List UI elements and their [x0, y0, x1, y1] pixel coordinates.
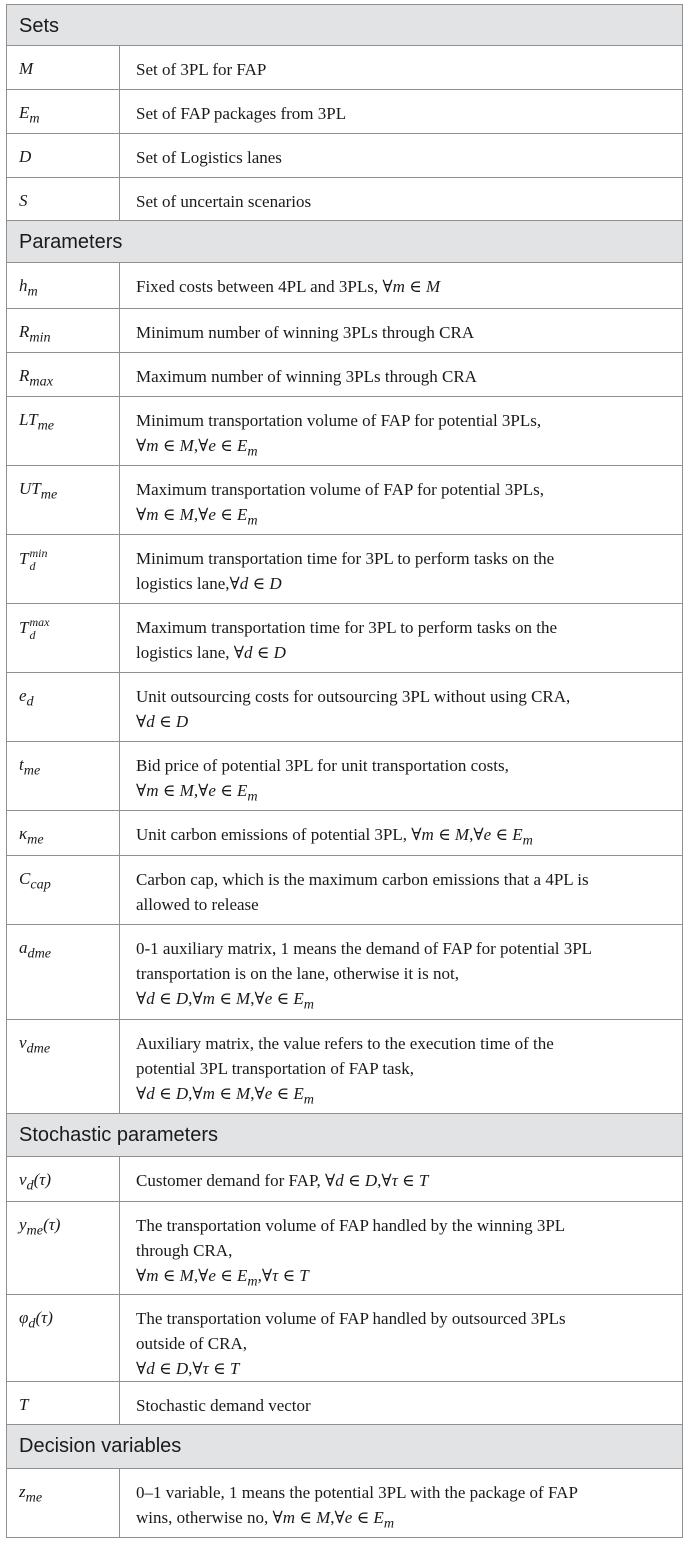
description-cell	[120, 811, 683, 856]
description-cell	[120, 353, 683, 397]
table-row	[7, 535, 683, 604]
description-cell	[120, 178, 683, 221]
section-title: Sets	[7, 5, 683, 46]
symbol: T min d	[19, 546, 48, 573]
description-cell	[120, 263, 683, 309]
symbol: $a_{dme}$	[19, 938, 52, 962]
description-cell	[120, 397, 683, 466]
table-row	[7, 1020, 683, 1114]
description-line: ∀m ∈ M,∀e ∈ $E_m,\forall\tau$ ∈ T	[136, 1266, 309, 1290]
description-line: The transportation volume of FAP handled by outsourced 3PLs	[136, 1309, 566, 1329]
section-header	[7, 1425, 683, 1469]
symbol: $\varphi_d(\tau)$	[19, 1308, 53, 1332]
symbol-cell	[7, 1020, 120, 1114]
symbol: T	[19, 1395, 29, 1415]
description-line: ∀m ∈ M,∀e ∈ $E_m$	[136, 505, 258, 529]
symbol-cell	[7, 925, 120, 1020]
symbol-cell	[7, 353, 120, 397]
description-line: Bid price of potential 3PL for unit transportation costs,	[136, 756, 509, 775]
description-line: Maximum number of winning 3PLs through CRA	[136, 367, 477, 386]
description-line: 0–1 variable, 1 means the potential 3PL with the package of FAP	[136, 1483, 578, 1503]
description-cell	[120, 1295, 683, 1382]
table-row	[7, 1469, 683, 1538]
description-cell	[120, 46, 683, 90]
table-row	[7, 90, 683, 134]
description-cell	[120, 742, 683, 811]
description-line: ∀d ∈ D,∀m ∈ M,∀e ∈ $E_m$	[136, 989, 314, 1013]
symbol-cell	[7, 263, 120, 309]
symbol-cell	[7, 811, 120, 856]
table-row	[7, 1202, 683, 1295]
symbol-cell	[7, 1295, 120, 1382]
symbol: $UT_{me}$	[19, 479, 58, 503]
symbol-cell	[7, 178, 120, 221]
table-row	[7, 134, 683, 178]
description-cell	[120, 466, 683, 535]
table-row	[7, 811, 683, 856]
description-line: ∀d ∈ D	[136, 712, 189, 731]
symbol: $E_m$	[19, 103, 40, 127]
symbol-cell	[7, 1469, 120, 1538]
description-line: outside of CRA,	[136, 1334, 247, 1354]
symbol-cell	[7, 46, 120, 90]
symbol: $t_{me}$	[19, 755, 41, 779]
section-title: Parameters	[7, 221, 683, 263]
table-row	[7, 309, 683, 353]
section-header	[7, 1114, 683, 1157]
symbol: $z_{me}$	[19, 1482, 43, 1506]
description-line: logistics lane,∀d ∈ D	[136, 574, 282, 593]
symbol: $C_{cap}$	[19, 869, 51, 893]
description-line: Auxiliary matrix, the value refers to the execution time of the	[136, 1034, 554, 1053]
symbol: M	[19, 59, 34, 78]
table-row	[7, 1295, 683, 1382]
symbol-cell	[7, 1382, 120, 1425]
table-row	[7, 1382, 683, 1425]
symbol: $y_{me}(\tau)$	[19, 1215, 61, 1239]
table-row	[7, 1157, 683, 1202]
table-row	[7, 46, 683, 90]
symbol-cell	[7, 309, 120, 353]
symbol: $R_{min}$	[19, 322, 51, 346]
description-cell	[120, 134, 683, 178]
symbol: $e_d$	[19, 686, 34, 710]
symbol: $LT_{me}$	[19, 410, 55, 434]
description-line: 0-1 auxiliary matrix, 1 means the demand of FAP for potential 3PL	[136, 939, 593, 958]
description-line: Maximum transportation time for 3PL to perform tasks on the	[136, 618, 557, 637]
description-line: Set of Logistics lanes	[136, 148, 282, 167]
description-line: Stochastic demand vector	[136, 1396, 311, 1416]
table-row	[7, 673, 683, 742]
description-line: allowed to release	[136, 895, 259, 914]
description-line: wins, otherwise no, ∀m ∈ M,∀e ∈ $E_m$	[136, 1508, 395, 1532]
table-row	[7, 397, 683, 466]
description-cell	[120, 535, 683, 604]
symbol: S	[19, 191, 28, 210]
symbol-cell	[7, 1202, 120, 1295]
symbol-cell	[7, 90, 120, 134]
description-cell	[120, 1157, 683, 1202]
symbol-cell	[7, 535, 120, 604]
description-line: Set of 3PL for FAP	[136, 60, 267, 79]
description-cell	[120, 673, 683, 742]
description-line: ∀m ∈ M,∀e ∈ $E_m$	[136, 436, 258, 460]
section-title: Decision variables	[7, 1425, 683, 1469]
description-line: logistics lane, ∀d ∈ D	[136, 643, 286, 662]
table-row	[7, 856, 683, 925]
symbol: $R_{max}$	[19, 366, 53, 390]
table-row	[7, 742, 683, 811]
description-line: Unit carbon emissions of potential 3PL, ∀m ∈ M,∀e ∈ $E_m$	[136, 825, 533, 849]
symbol: $v_{dme}$	[19, 1033, 51, 1057]
description-cell	[120, 1020, 683, 1114]
symbol: $v_d(\tau)$	[19, 1170, 52, 1194]
table-row	[7, 925, 683, 1020]
description-line: Unit outsourcing costs for outsourcing 3PL without using CRA,	[136, 687, 571, 706]
description-cell	[120, 1382, 683, 1425]
description-line: through CRA,	[136, 1241, 233, 1260]
symbol-cell	[7, 466, 120, 535]
symbol-cell	[7, 397, 120, 466]
notation-table	[6, 4, 683, 1538]
description-line: ∀m ∈ M,∀e ∈ $E_m$	[136, 781, 258, 805]
section-header	[7, 221, 683, 263]
description-line: Maximum transportation volume of FAP for potential 3PLs,	[136, 480, 544, 499]
symbol: $h_m$	[19, 276, 38, 300]
symbol: $\kappa_{me}$	[19, 824, 44, 848]
description-cell	[120, 925, 683, 1020]
description-line: ∀d ∈ D,∀m ∈ M,∀e ∈ $E_m$	[136, 1084, 314, 1108]
description-line: Fixed costs between 4PL and 3PLs, ∀m ∈ M	[136, 277, 441, 296]
symbol-cell	[7, 673, 120, 742]
description-cell	[120, 1469, 683, 1538]
table-row	[7, 604, 683, 673]
table-row	[7, 263, 683, 309]
description-line: potential 3PL transportation of FAP task,	[136, 1059, 414, 1078]
description-line: Minimum transportation time for 3PL to perform tasks on the	[136, 549, 555, 568]
description-cell	[120, 90, 683, 134]
symbol-cell	[7, 134, 120, 178]
description-cell	[120, 856, 683, 925]
description-line: transportation is on the lane, otherwise it is not,	[136, 964, 459, 983]
symbol: D	[19, 147, 32, 166]
table-row	[7, 353, 683, 397]
description-line: ∀d ∈ D,∀τ ∈ T	[136, 1359, 240, 1379]
description-line: Set of uncertain scenarios	[136, 192, 312, 211]
section-header	[7, 5, 683, 46]
symbol-cell	[7, 604, 120, 673]
table-row	[7, 466, 683, 535]
section-title: Stochastic parameters	[7, 1114, 683, 1157]
description-line: Customer demand for FAP, ∀d ∈ D,∀τ ∈ T	[136, 1171, 429, 1190]
symbol-cell	[7, 742, 120, 811]
symbol: T max d	[19, 615, 50, 642]
description-line: Set of FAP packages from 3PL	[136, 104, 347, 123]
description-line: The transportation volume of FAP handled by the winning 3PL	[136, 1216, 566, 1235]
description-line: Minimum transportation volume of FAP for potential 3PLs,	[136, 411, 542, 430]
symbol-cell	[7, 856, 120, 925]
table-row	[7, 178, 683, 221]
description-cell	[120, 604, 683, 673]
description-cell	[120, 309, 683, 353]
symbol-cell	[7, 1157, 120, 1202]
description-line: Carbon cap, which is the maximum carbon emissions that a 4PL is	[136, 870, 589, 889]
description-line: Minimum number of winning 3PLs through CRA	[136, 323, 475, 342]
description-cell	[120, 1202, 683, 1295]
